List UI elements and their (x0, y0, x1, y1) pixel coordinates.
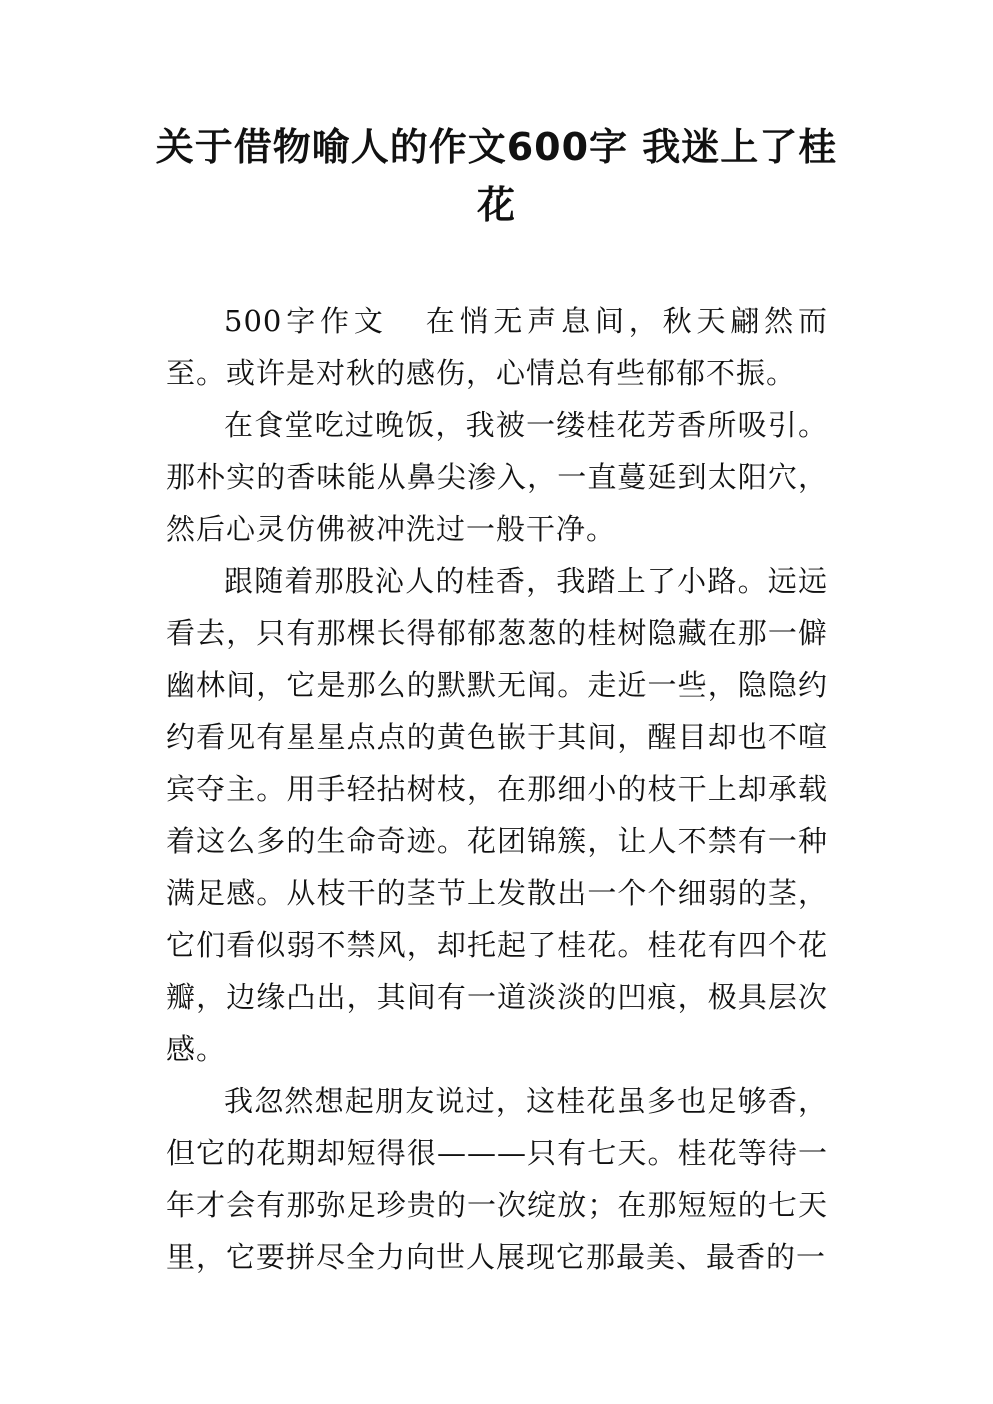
document-title: 关于借物喻人的作文600字 我迷上了桂花 (155, 125, 838, 227)
paragraph-3: 跟随着那股沁人的桂香，我踏上了小路。远远看去，只有那棵长得郁郁葱葱的桂树隐藏在那一僻幽林间，它是那么的默默无闻。走近一些，隐隐约约看见有星星点点的黄色嵌于其间，醒目却也不喧宾夺主。用手轻拈树枝，在那细小的枝干上却承载着这么多的生命奇迹。花团锦簇，让人不禁有一种满足感。从枝干的茎节上发散出一个个细弱的茎，它们看似弱不禁风，却托起了桂花。桂花有四个花瓣，边缘凸出，其间有一道淡淡的凹痕，极具层次感。 (166, 564, 828, 1066)
paragraph-2: 在食堂吃过晚饭，我被一缕桂花芳香所吸引。那朴实的香味能从鼻尖渗入，一直蔓延到太阳穴，然后心灵仿佛被冲洗过一般干净。 (166, 408, 828, 546)
category-label: 500字作文 (224, 304, 388, 338)
paragraph-1 (166, 295, 828, 399)
article-body (166, 295, 828, 1283)
paragraph-4: 我忽然想起朋友说过，这桂花虽多也足够香，但它的花期却短得很———只有七天。桂花等待一年才会有那弥足珍贵的一次绽放；在那短短的七天里，它要拼尽全力向世人展现它那最美、最香的一 (166, 1084, 828, 1274)
paragraph-1-text: 在悄无声息间，秋天翩然而至。或许是对秋的感伤，心情总有些郁郁不振。 (166, 304, 828, 390)
